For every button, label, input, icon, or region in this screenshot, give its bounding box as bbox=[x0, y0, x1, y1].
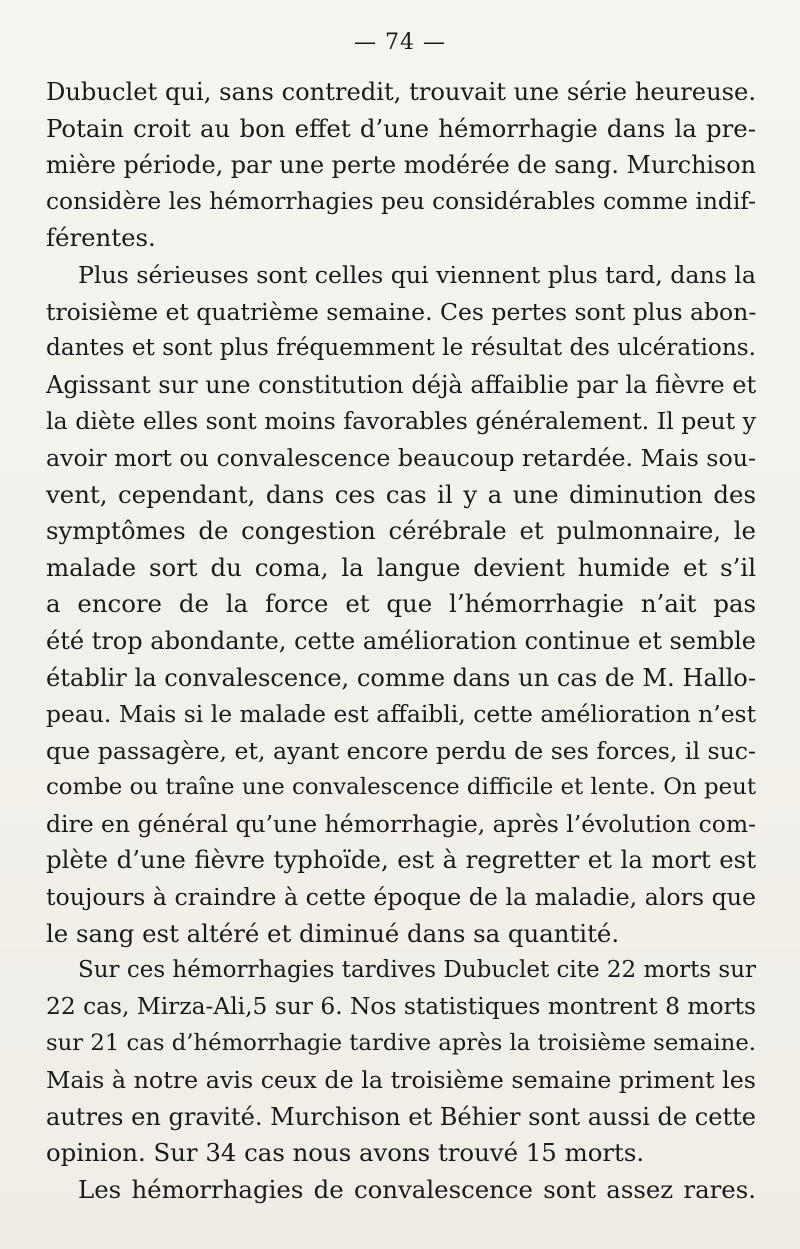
text-line: Sur ces hémorrhagies tardives Dubuclet cite 22 morts sur bbox=[78, 957, 756, 984]
text-line: Potain croit au bon effet d’une hémorrhagie dans la pre- bbox=[46, 113, 756, 143]
paragraph-4 bbox=[46, 1172, 756, 1209]
text-line: Les hémorrhagies de convalescence sont assez rares. bbox=[78, 1174, 756, 1204]
text-line: été trop abondante, cette amélioration continue et semble bbox=[46, 626, 756, 655]
text-line: que passagère, et, ayant encore perdu de ses forces, il suc- bbox=[46, 736, 756, 765]
text-line: plète d’une fièvre typhoïde, est à regretter et la mort est bbox=[46, 845, 756, 875]
paragraph-1 bbox=[46, 74, 756, 257]
text-line: symptômes de congestion cérébrale et pulmonnaire, le bbox=[46, 516, 756, 546]
text-line: Agissant sur une constitution déjà affaiblie par la fièvre et bbox=[46, 370, 757, 399]
text-line: toujours à craindre à cette époque de la maladie, alors que bbox=[46, 883, 756, 912]
text-line: opinion. Sur 34 cas nous avons trouvé 15 morts. bbox=[46, 1138, 645, 1168]
text-line: peau. Mais si le malade est affaibli, cette amélioration n’est bbox=[46, 700, 756, 729]
text-line: sur 21 cas d’hémorrhagie tardive après la troisième semaine. bbox=[46, 1030, 756, 1057]
paragraph-3 bbox=[46, 952, 756, 1172]
text-line: la diète elles sont moins favorables généralement. Il peut y bbox=[46, 407, 756, 436]
text-line: combe ou traîne une convalescence difficile et lente. On peut bbox=[46, 774, 756, 801]
text-line: autres en gravité. Murchison et Béhier sont aussi de cette bbox=[46, 1102, 756, 1131]
text-line: avoir mort ou convalescence beaucoup retardée. Mais sou- bbox=[46, 443, 756, 472]
text-line: vent, cependant, dans ces cas il y a une diminution des bbox=[46, 479, 756, 509]
text-line: a encore de la force et que l’hémorrhagie n’ait pas bbox=[46, 589, 756, 619]
text-line: troisième et quatrième semaine. Ces pertes sont plus abon- bbox=[46, 297, 757, 326]
text-line: Mais à notre avis ceux de la troisième semaine priment les bbox=[46, 1066, 756, 1095]
text-line: férentes. bbox=[46, 223, 156, 253]
text-line: mière période, par une perte modérée de sang. Murchison bbox=[46, 151, 756, 180]
body-text bbox=[46, 74, 756, 1208]
text-line: établir la convalescence, comme dans un cas de M. Hallo- bbox=[46, 663, 756, 692]
paragraph-2 bbox=[46, 257, 756, 952]
text-line: dire en général qu’une hémorrhagie, après l’évolution com- bbox=[46, 809, 756, 838]
text-line: considère les hémorrhagies peu considérables comme indif- bbox=[46, 187, 756, 215]
text-line: 22 cas, Mirza-Ali,5 sur 6. Nos statistiques montrent 8 morts bbox=[46, 992, 756, 1020]
page-number: — 74 — bbox=[354, 30, 446, 55]
text-line: malade sort du coma, la langue devient humide et s’il bbox=[46, 552, 756, 582]
text-line: Plus sérieuses sont celles qui viennent plus tard, dans la bbox=[78, 260, 756, 289]
text-line: Dubuclet qui, sans contredit, trouvait une série heureuse. bbox=[46, 78, 756, 106]
text-line: dantes et sont plus fréquemment le résultat des ulcérations. bbox=[46, 334, 756, 362]
text-line: le sang est altéré et diminué dans sa quantité. bbox=[46, 918, 620, 948]
